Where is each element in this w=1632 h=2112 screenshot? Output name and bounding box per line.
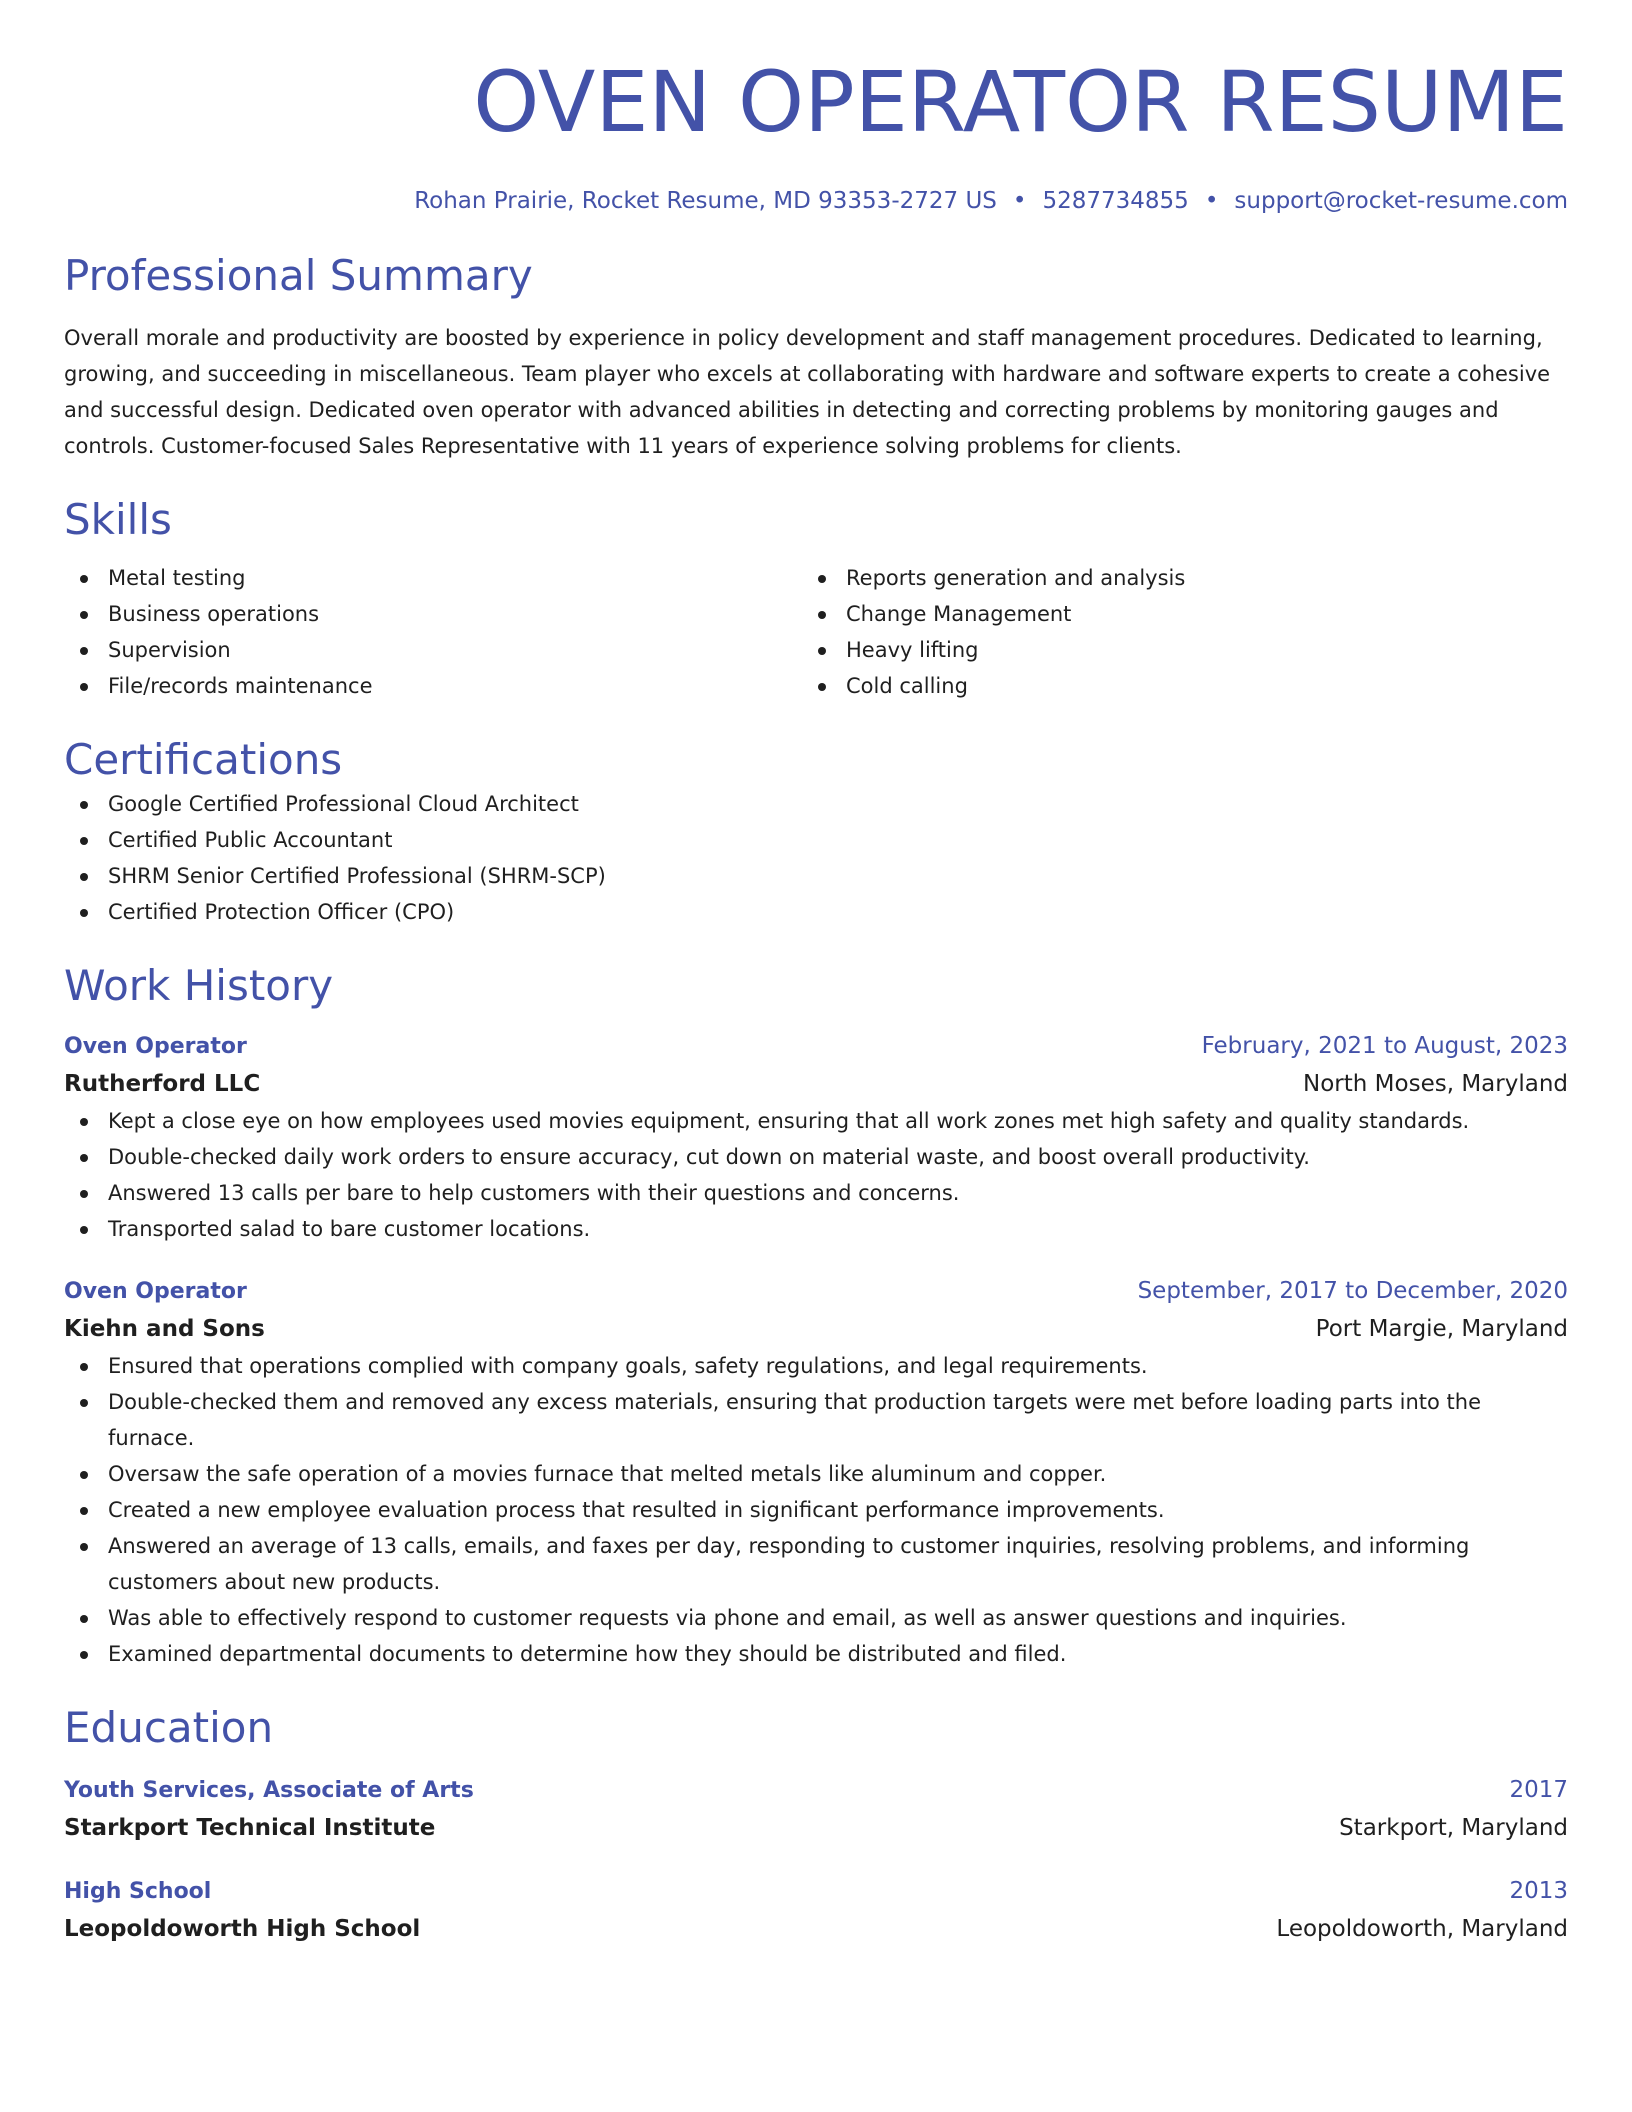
certification-item: Certified Public Accountant — [64, 822, 1568, 858]
job-duty: Double-checked daily work orders to ensure accuracy, cut down on material waste, and boost overall productivity. — [64, 1139, 1568, 1175]
summary-heading: Professional Summary — [64, 251, 533, 300]
skill-item: Business operations — [64, 596, 802, 632]
job-entry — [64, 1028, 1568, 1247]
job-duty: Examined departmental documents to determine how they should be distributed and filed. — [64, 1636, 1568, 1672]
education-location: Starkport, Maryland — [1339, 1815, 1568, 1841]
education-school-row — [64, 1809, 1568, 1847]
job-duty: Double-checked them and removed any excess materials, ensuring that production targets were met before loading parts into the furnace. — [64, 1384, 1568, 1456]
education-school: Leopoldoworth High School — [64, 1916, 421, 1942]
skills-grid — [64, 560, 1568, 704]
contact-line — [64, 186, 1568, 216]
resume-title: OVEN OPERATOR RESUME — [473, 53, 1568, 151]
job-duty: Transported salad to bare customer locations. — [64, 1211, 1568, 1247]
job-location: North Moses, Maryland — [1303, 1071, 1568, 1097]
education-school-row — [64, 1910, 1568, 1948]
education-degree-row — [64, 1873, 1568, 1910]
education-heading: Education — [64, 1703, 274, 1752]
job-company-row — [64, 1310, 1568, 1348]
summary-text: Overall morale and productivity are boosted by experience in policy development and staff management procedures. Dedicated to learning, growing, and succeeding in miscellaneous. Team player who excels at collaborating with hardware and software experts to create a cohesive and successful design. Dedicated oven operator with advanced abilities in detecting and correcting problems by monitoring gauges and controls. Customer-focused Sales Representative with 11 years of experience solving problems for clients. — [64, 326, 1551, 458]
education-degree: Youth Services, Associate of Arts — [64, 1778, 474, 1803]
contact-address: Rohan Prairie, Rocket Resume, MD 93353-2727 US — [414, 188, 997, 214]
certifications-list — [64, 786, 1568, 930]
job-dates: September, 2017 to December, 2020 — [1137, 1278, 1568, 1304]
job-location: Port Margie, Maryland — [1315, 1316, 1568, 1342]
contact-email: support@rocket-resume.com — [1234, 188, 1568, 214]
resume-header — [64, 0, 1568, 216]
skill-item: Supervision — [64, 632, 802, 668]
job-duties-list — [64, 1103, 1568, 1247]
education-entry — [64, 1772, 1568, 1847]
education-degree: High School — [64, 1879, 212, 1904]
education-year: 2017 — [1509, 1777, 1568, 1803]
skill-item: Cold calling — [802, 668, 1540, 704]
skill-item: Heavy lifting — [802, 632, 1540, 668]
job-duty: Created a new employee evaluation process that resulted in significant performance improvements. — [64, 1492, 1568, 1528]
job-dates: February, 2021 to August, 2023 — [1201, 1033, 1568, 1059]
certification-item: Certified Protection Officer (CPO) — [64, 894, 1568, 930]
certification-item: Google Certified Professional Cloud Architect — [64, 786, 1568, 822]
certifications-heading: Certifications — [64, 735, 343, 784]
job-duty: Kept a close eye on how employees used movies equipment, ensuring that all work zones met high safety and quality standards. — [64, 1103, 1568, 1139]
job-company: Kiehn and Sons — [64, 1316, 265, 1342]
job-entry — [64, 1273, 1568, 1672]
job-title-row — [64, 1028, 1568, 1065]
job-duty: Oversaw the safe operation of a movies furnace that melted metals like aluminum and copper. — [64, 1456, 1568, 1492]
work-history-heading: Work History — [64, 961, 334, 1010]
contact-separator: • — [1204, 188, 1219, 214]
job-role: Oven Operator — [64, 1279, 247, 1304]
job-duty: Ensured that operations complied with company goals, safety regulations, and legal requirements. — [64, 1348, 1568, 1384]
job-role: Oven Operator — [64, 1034, 247, 1059]
education-year: 2013 — [1509, 1878, 1568, 1904]
skills-list-left — [64, 560, 802, 704]
skills-heading: Skills — [64, 495, 172, 544]
education-location: Leopoldoworth, Maryland — [1276, 1916, 1568, 1942]
skill-item: Metal testing — [64, 560, 802, 596]
contact-phone: 5287734855 — [1042, 188, 1189, 214]
job-company-row — [64, 1065, 1568, 1103]
contact-separator: • — [1012, 188, 1027, 214]
job-duty: Answered 13 calls per bare to help customers with their questions and concerns. — [64, 1175, 1568, 1211]
skills-column-right — [802, 560, 1540, 704]
job-duty: Answered an average of 13 calls, emails, and faxes per day, responding to customer inquiries, resolving problems, and informing customers about new products. — [64, 1528, 1568, 1600]
education-degree-row — [64, 1772, 1568, 1809]
job-duties-list — [64, 1348, 1568, 1672]
job-company: Rutherford LLC — [64, 1071, 261, 1097]
skills-column-left — [64, 560, 802, 704]
job-title-row — [64, 1273, 1568, 1310]
education-school: Starkport Technical Institute — [64, 1815, 436, 1841]
certification-item: SHRM Senior Certified Professional (SHRM-SCP) — [64, 858, 1568, 894]
education-entry — [64, 1873, 1568, 1948]
job-duty: Was able to effectively respond to customer requests via phone and email, as well as answer questions and inquiries. — [64, 1600, 1568, 1636]
skill-item: Change Management — [802, 596, 1540, 632]
skill-item: File/records maintenance — [64, 668, 802, 704]
skill-item: Reports generation and analysis — [802, 560, 1540, 596]
skills-list-right — [802, 560, 1540, 704]
